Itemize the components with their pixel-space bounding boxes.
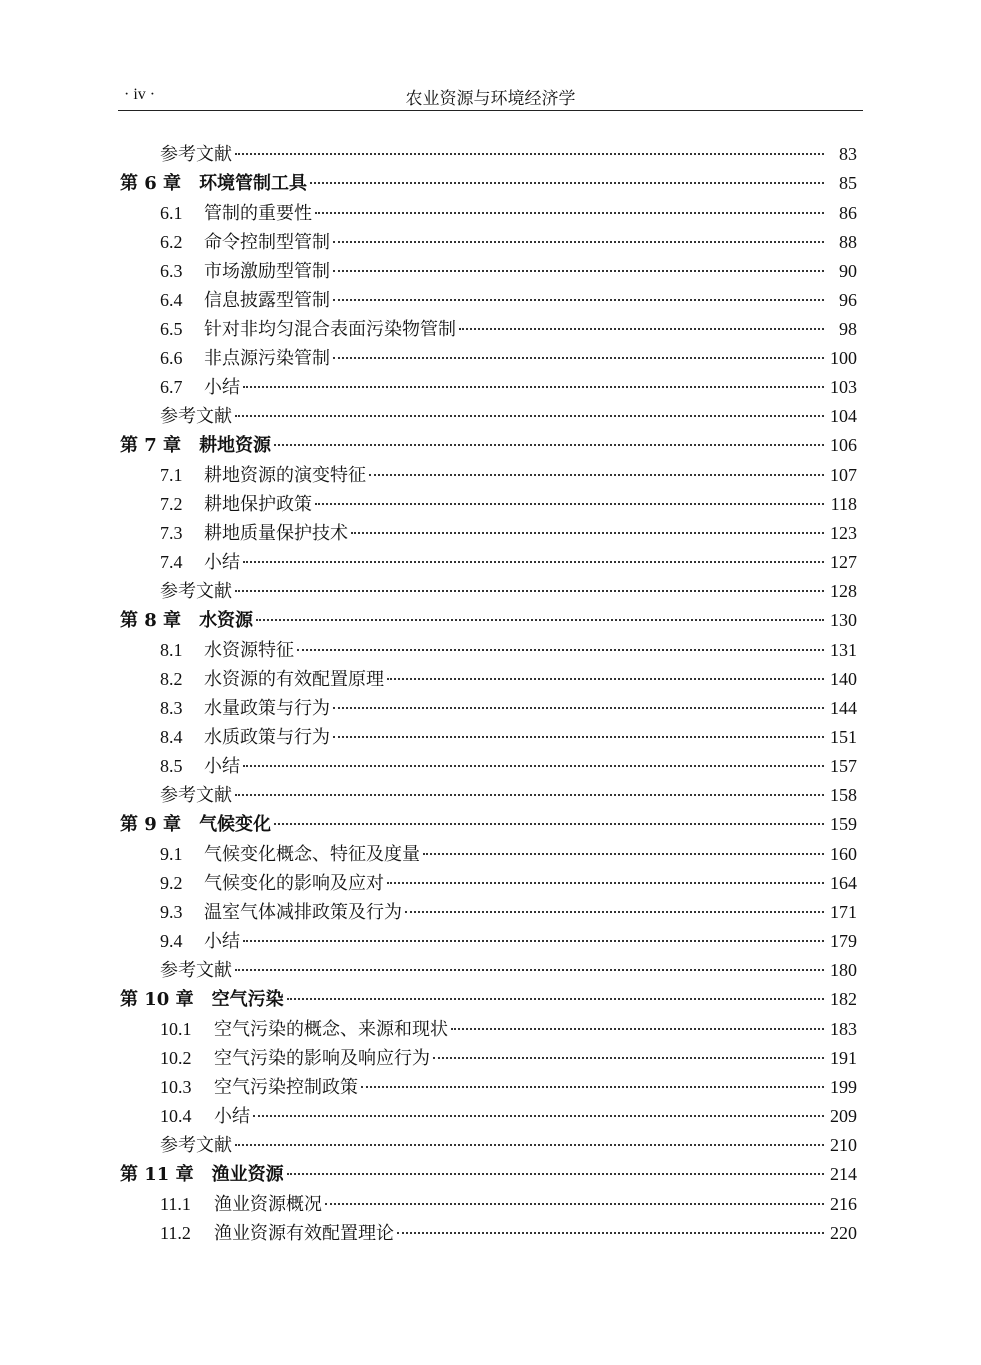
toc-entry-title: 温室气体减排政策及行为 xyxy=(204,902,402,923)
toc-entry-title: 市场激励型管制 xyxy=(204,261,330,282)
dot-leader xyxy=(325,1203,824,1205)
toc-entry-title: 空气污染的概念、来源和现状 xyxy=(214,1019,448,1040)
toc-section-entry[interactable] xyxy=(120,228,857,257)
toc-page-number: 86 xyxy=(839,203,857,223)
toc-section-entry[interactable] xyxy=(120,1219,857,1248)
toc-section-entry[interactable] xyxy=(120,840,857,869)
toc-entry-title: 管制的重要性 xyxy=(204,203,312,224)
toc-entry-title: 水质政策与行为 xyxy=(204,727,330,748)
dot-leader xyxy=(459,328,824,330)
dot-leader xyxy=(274,444,824,446)
toc-section-entry[interactable] xyxy=(120,694,857,723)
toc-entry-title: 信息披露型管制 xyxy=(204,290,330,311)
toc-entry-title: 小结 xyxy=(204,931,240,952)
toc-page-number: 159 xyxy=(830,814,857,834)
toc-entry-title: 命令控制型管制 xyxy=(204,232,330,253)
running-title: 农业资源与环境经济学 xyxy=(405,89,576,109)
toc-page-number: 128 xyxy=(830,581,857,601)
toc-page-number: 210 xyxy=(830,1135,857,1155)
toc-page-number: 171 xyxy=(830,902,857,922)
toc-entry-number: 6.3 xyxy=(160,261,183,281)
toc-page-number: 83 xyxy=(839,144,857,164)
toc-page-number: 164 xyxy=(830,873,857,893)
toc-page-number: 160 xyxy=(830,844,857,864)
toc-entry-title: 小结 xyxy=(204,552,240,573)
toc-entry-title: 小结 xyxy=(214,1106,250,1127)
toc-page-number: 106 xyxy=(830,435,857,455)
toc-entry-number: 8.4 xyxy=(160,727,183,747)
toc-entry-number: 6.7 xyxy=(160,377,183,397)
toc-references-entry[interactable] xyxy=(120,402,857,431)
toc-section-entry[interactable] xyxy=(120,898,857,927)
dot-leader xyxy=(235,794,824,796)
toc-chapter-entry[interactable] xyxy=(120,985,857,1015)
toc-entry-number: 9.4 xyxy=(160,931,183,951)
toc-section-entry[interactable] xyxy=(120,927,857,956)
dot-leader xyxy=(287,998,824,1000)
toc-entry-number: 11.2 xyxy=(160,1223,191,1243)
toc-entry-title: 空气污染的影响及响应行为 xyxy=(214,1048,430,1069)
toc-page-number: 107 xyxy=(830,465,857,485)
toc-page-number: 100 xyxy=(830,348,857,368)
toc-entry-title: 耕地资源 xyxy=(199,435,272,456)
toc-page-number: 183 xyxy=(830,1019,857,1039)
dot-leader xyxy=(397,1232,824,1234)
toc-section-entry[interactable] xyxy=(120,490,857,519)
toc-section-entry[interactable] xyxy=(120,519,857,548)
toc-chapter-entry[interactable] xyxy=(120,431,857,461)
toc-entry-number: 6.2 xyxy=(160,232,183,252)
toc-references-entry[interactable] xyxy=(120,577,857,606)
toc-chapter-entry[interactable] xyxy=(120,810,857,840)
toc-entry-title: 水量政策与行为 xyxy=(204,698,330,719)
toc-entry-number: 10.1 xyxy=(160,1019,192,1039)
toc-page-number: 214 xyxy=(830,1164,857,1184)
running-header xyxy=(118,84,863,111)
toc-entry-number: 9.2 xyxy=(160,873,183,893)
dot-leader xyxy=(333,241,824,243)
toc-entry-title: 水资源特征 xyxy=(204,640,294,661)
toc-entry-title: 非点源污染管制 xyxy=(204,348,330,369)
toc-references-entry[interactable] xyxy=(120,1131,857,1160)
dot-leader xyxy=(405,911,824,913)
toc-entry-number: 第 8 章 xyxy=(120,610,182,631)
toc-page-number: 158 xyxy=(830,785,857,805)
toc-chapter-entry[interactable] xyxy=(120,169,857,199)
toc-page-number: 118 xyxy=(830,494,857,514)
toc-section-entry[interactable] xyxy=(120,1190,857,1219)
dot-leader xyxy=(243,765,824,767)
toc-entry-title: 渔业资源概况 xyxy=(214,1194,322,1215)
toc-entry-number: 9.1 xyxy=(160,844,183,864)
toc-entry-title: 参考文献 xyxy=(160,406,232,427)
dot-leader xyxy=(243,386,824,388)
toc-references-entry[interactable] xyxy=(120,140,857,169)
toc-entry-number: 第 6 章 xyxy=(120,173,182,194)
toc-entry-title: 水资源 xyxy=(199,610,254,631)
toc-page-number: 209 xyxy=(830,1106,857,1126)
toc-entry-title: 耕地资源的演变特征 xyxy=(204,465,366,486)
dot-leader xyxy=(423,853,824,855)
toc-page-number: 157 xyxy=(830,756,857,776)
toc-entry-number: 6.1 xyxy=(160,203,183,223)
toc-references-entry[interactable] xyxy=(120,781,857,810)
toc-page-number: 88 xyxy=(839,232,857,252)
toc-entry-title: 参考文献 xyxy=(160,144,232,165)
dot-leader xyxy=(235,969,824,971)
toc-section-entry[interactable] xyxy=(120,1044,857,1073)
toc-entry-number: 10.3 xyxy=(160,1077,192,1097)
toc-entry-number: 7.4 xyxy=(160,552,183,572)
page-number: · iv · xyxy=(124,86,156,103)
dot-leader xyxy=(310,182,824,184)
toc-section-entry[interactable] xyxy=(120,257,857,286)
dot-leader xyxy=(351,532,824,534)
table-of-contents xyxy=(120,140,857,1248)
toc-section-entry[interactable] xyxy=(120,1015,857,1044)
toc-entry-title: 针对非均匀混合表面污染物管制 xyxy=(204,319,456,340)
dot-leader xyxy=(333,299,824,301)
toc-page-number: 90 xyxy=(839,261,857,281)
toc-section-entry[interactable] xyxy=(120,315,857,344)
toc-page-number: 131 xyxy=(830,640,857,660)
dot-leader xyxy=(333,707,824,709)
dot-leader xyxy=(235,153,824,155)
toc-entry-title: 水资源的有效配置原理 xyxy=(204,669,384,690)
toc-entry-number: 9.3 xyxy=(160,902,183,922)
toc-entry-number: 第 10 章 xyxy=(120,989,194,1010)
toc-entry-number: 8.1 xyxy=(160,640,183,660)
toc-entry-title: 参考文献 xyxy=(160,960,232,981)
toc-section-entry[interactable] xyxy=(120,286,857,315)
dot-leader xyxy=(274,823,824,825)
toc-page-number: 140 xyxy=(830,669,857,689)
toc-entry-number: 10.2 xyxy=(160,1048,192,1068)
toc-entry-number: 8.3 xyxy=(160,698,183,718)
toc-entry-title: 耕地保护政策 xyxy=(204,494,312,515)
dot-leader xyxy=(235,590,824,592)
toc-section-entry[interactable] xyxy=(120,752,857,781)
toc-chapter-entry[interactable] xyxy=(120,1160,857,1190)
toc-entry-title: 空气污染 xyxy=(211,989,284,1010)
dot-leader xyxy=(243,561,824,563)
toc-section-entry[interactable] xyxy=(120,869,857,898)
toc-entry-number: 第 7 章 xyxy=(120,435,182,456)
toc-section-entry[interactable] xyxy=(120,199,857,228)
toc-entry-number: 第 9 章 xyxy=(120,814,182,835)
toc-page-number: 98 xyxy=(839,319,857,339)
toc-page-number: 199 xyxy=(830,1077,857,1097)
dot-leader xyxy=(297,649,824,651)
toc-section-entry[interactable] xyxy=(120,1102,857,1131)
toc-entry-title: 耕地质量保护技术 xyxy=(204,523,348,544)
toc-entry-title: 渔业资源 xyxy=(211,1164,284,1185)
toc-entry-title: 气候变化概念、特征及度量 xyxy=(204,844,420,865)
dot-leader xyxy=(256,619,824,621)
toc-section-entry[interactable] xyxy=(120,373,857,402)
toc-entry-number: 6.6 xyxy=(160,348,183,368)
toc-section-entry[interactable] xyxy=(120,1073,857,1102)
toc-entry-number: 8.5 xyxy=(160,756,183,776)
dot-leader xyxy=(433,1057,824,1059)
toc-entry-number: 第 11 章 xyxy=(120,1164,194,1185)
toc-entry-title: 小结 xyxy=(204,756,240,777)
dot-leader xyxy=(243,940,824,942)
toc-page-number: 180 xyxy=(830,960,857,980)
toc-entry-number: 7.3 xyxy=(160,523,183,543)
dot-leader xyxy=(315,503,824,505)
toc-section-entry[interactable] xyxy=(120,548,857,577)
toc-page-number: 216 xyxy=(830,1194,857,1214)
toc-section-entry[interactable] xyxy=(120,461,857,490)
toc-entry-title: 参考文献 xyxy=(160,581,232,602)
toc-page-number: 85 xyxy=(839,173,857,193)
toc-section-entry[interactable] xyxy=(120,665,857,694)
dot-leader xyxy=(235,415,824,417)
toc-chapter-entry[interactable] xyxy=(120,606,857,636)
dot-leader xyxy=(387,882,824,884)
dot-leader xyxy=(287,1173,824,1175)
toc-entry-title: 渔业资源有效配置理论 xyxy=(214,1223,394,1244)
toc-page-number: 151 xyxy=(830,727,857,747)
dot-leader xyxy=(253,1115,824,1117)
toc-entry-number: 6.4 xyxy=(160,290,183,310)
toc-page-number: 144 xyxy=(830,698,857,718)
toc-entry-title: 小结 xyxy=(204,377,240,398)
toc-entry-number: 8.2 xyxy=(160,669,183,689)
dot-leader xyxy=(333,270,824,272)
dot-leader xyxy=(451,1028,824,1030)
toc-page-number: 179 xyxy=(830,931,857,951)
toc-page-number: 191 xyxy=(830,1048,857,1068)
toc-entry-title: 参考文献 xyxy=(160,1135,232,1156)
toc-page-number: 182 xyxy=(830,989,857,1009)
toc-entry-title: 气候变化 xyxy=(199,814,272,835)
dot-leader xyxy=(315,212,824,214)
toc-entry-number: 11.1 xyxy=(160,1194,191,1214)
toc-entry-number: 10.4 xyxy=(160,1106,192,1126)
toc-section-entry[interactable] xyxy=(120,344,857,373)
toc-section-entry[interactable] xyxy=(120,636,857,665)
toc-section-entry[interactable] xyxy=(120,723,857,752)
toc-page-number: 130 xyxy=(830,610,857,630)
toc-page-number: 220 xyxy=(830,1223,857,1243)
toc-entry-title: 环境管制工具 xyxy=(199,173,308,194)
dot-leader xyxy=(387,678,824,680)
toc-page-number: 123 xyxy=(830,523,857,543)
dot-leader xyxy=(235,1144,824,1146)
toc-references-entry[interactable] xyxy=(120,956,857,985)
toc-entry-title: 空气污染控制政策 xyxy=(214,1077,358,1098)
dot-leader xyxy=(361,1086,824,1088)
toc-entry-number: 6.5 xyxy=(160,319,183,339)
toc-entry-number: 7.1 xyxy=(160,465,183,485)
toc-entry-title: 参考文献 xyxy=(160,785,232,806)
toc-page-number: 103 xyxy=(830,377,857,397)
toc-entry-title: 气候变化的影响及应对 xyxy=(204,873,384,894)
toc-page-number: 96 xyxy=(839,290,857,310)
toc-entry-number: 7.2 xyxy=(160,494,183,514)
dot-leader xyxy=(333,357,824,359)
toc-page-number: 127 xyxy=(830,552,857,572)
dot-leader xyxy=(369,474,824,476)
dot-leader xyxy=(333,736,824,738)
toc-page-number: 104 xyxy=(830,406,857,426)
